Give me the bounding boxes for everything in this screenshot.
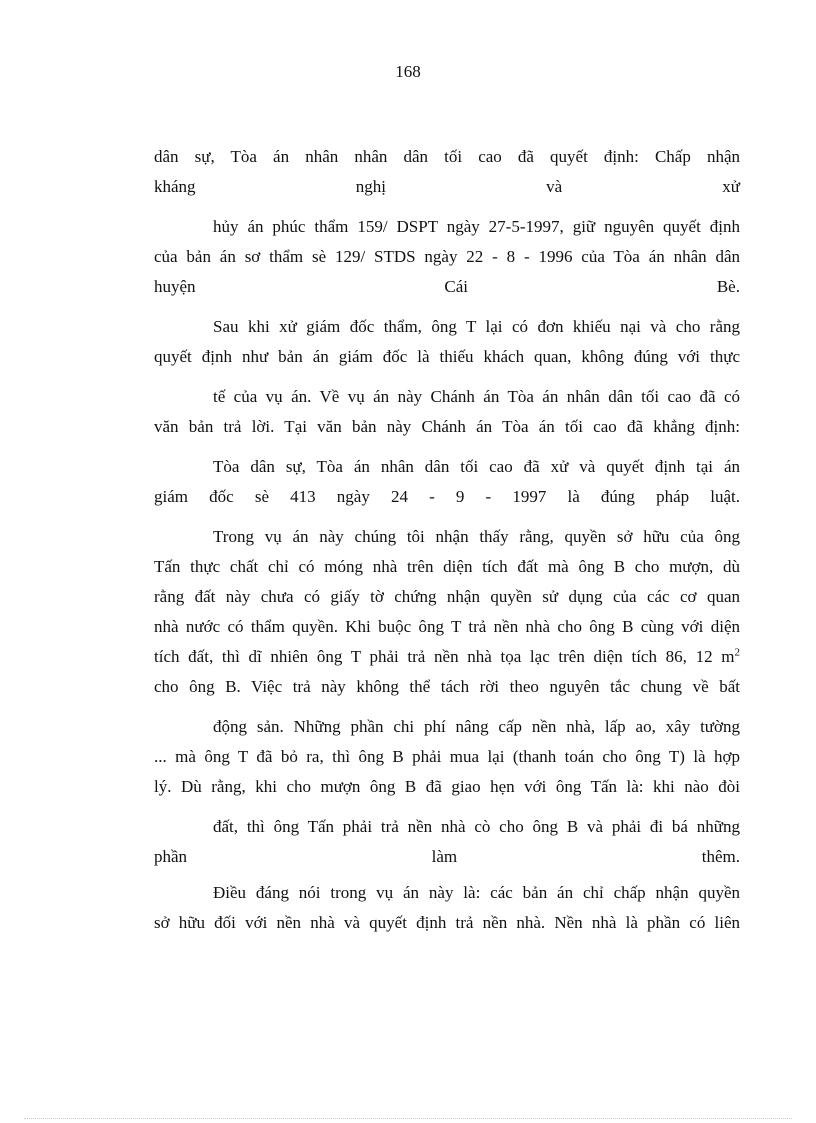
text-line: văn bản trả lời. Tại văn bản này Chánh án Tòa án tối cao đã khẳng định:: [154, 417, 740, 436]
text-line: cho ông B. Việc trả này không thể tách rời theo nguyên tắc chung về bất: [154, 677, 740, 696]
text-line: Tấn thực chất chỉ có móng nhà trên diện tích đất mà ông B cho mượn, dù: [154, 557, 740, 576]
text-line: Điều đáng nói trong vụ án này là: các bản án chỉ chấp nhận quyền: [213, 883, 740, 902]
text-line: của bản án sơ thẩm sè 129/ STDS ngày 22 - 8 - 1996 của Tòa án nhân dân: [154, 247, 740, 266]
word: kháng: [154, 177, 196, 196]
text-line: quyết định như bản án giám đốc là thiếu khách quan, không đúng với thực: [154, 347, 740, 366]
text-line: động sản. Những phần chi phí nâng cấp nền nhà, lấp ao, xây tường: [213, 717, 740, 736]
spread-line: [154, 846, 740, 868]
word: và: [546, 177, 563, 196]
text-line: [154, 646, 740, 668]
spread-line: [154, 276, 740, 298]
text-line: nhà nước có thẩm quyền. Khi buộc ông T trả nền nhà cho ông B cùng với diện: [154, 617, 740, 636]
text-line: sở hữu đối với nền nhà và quyết định trả nền nhà. Nền nhà là phần có liên: [154, 913, 740, 932]
text-line: hủy án phúc thẩm 159/ DSPT ngày 27-5-1997, giữ nguyên quyết định: [213, 217, 740, 236]
word: làm: [431, 847, 458, 866]
word: nghị: [355, 177, 386, 196]
word: xử: [722, 177, 740, 196]
area-text: tích đất, thì dĩ nhiên ông T phải trả nền nhà tọa lạc trên diện tích 86, 12 m: [154, 647, 735, 666]
text-line: dân sự, Tòa án nhân nhân dân tối cao đã quyết định: Chấp nhận: [154, 147, 740, 166]
text-line: Sau khi xử giám đốc thẩm, ông T lại có đơn khiếu nại và cho rằng: [213, 317, 740, 336]
word: phần: [154, 847, 188, 866]
text-line: Tòa dân sự, Tòa án nhân dân tối cao đã xử và quyết định tại án: [213, 457, 740, 476]
text-line: giám đốc sè 413 ngày 24 - 9 - 1997 là đúng pháp luật.: [154, 487, 740, 506]
text-line: tế của vụ án. Về vụ án này Chánh án Tòa án nhân dân tối cao đã có: [213, 387, 740, 406]
text-line: lý. Dù rằng, khi cho mượn ông B đã giao hẹn với ông Tấn là: khi nào đòi: [154, 777, 740, 796]
page-bottom-rule: [24, 1118, 792, 1119]
text-line: rằng đất này chưa có giấy tờ chứng nhận quyền sử dụng của các cơ quan: [154, 587, 740, 606]
word: huyện: [154, 277, 196, 296]
word: thêm.: [701, 847, 740, 866]
word: Bè.: [716, 277, 740, 296]
word: Cái: [444, 277, 468, 296]
text-line: ... mà ông T đã bỏ ra, thì ông B phải mua lại (thanh toán cho ông T) là hợp: [154, 747, 740, 766]
text-line: Trong vụ án này chúng tôi nhận thấy rằng, quyền sở hữu của ông: [213, 527, 740, 546]
page-number: 168: [395, 62, 421, 81]
text-line: đất, thì ông Tấn phải trả nền nhà cò cho ông B và phải đi bá những: [213, 817, 740, 836]
spread-line: [154, 176, 740, 198]
superscript: 2: [734, 646, 740, 659]
